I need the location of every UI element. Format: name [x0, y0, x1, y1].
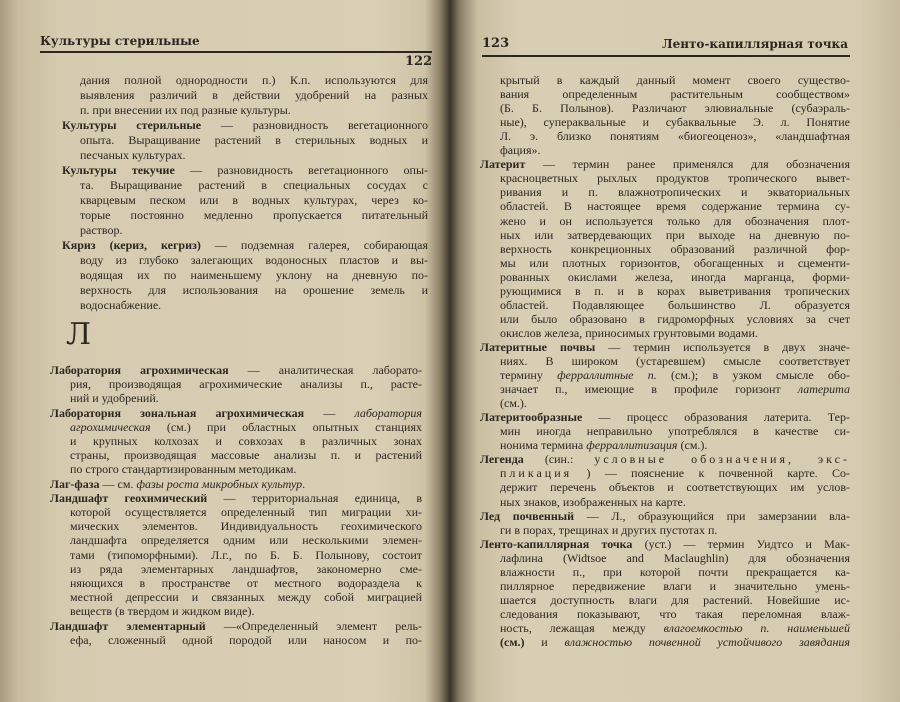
- entry-text: ний и удобрений.: [70, 391, 159, 405]
- entry-text: воду из глубоко залегающих водоносных пластов и вы-: [80, 253, 428, 267]
- entry-text: жено и он используется только для обозначения плот-: [500, 214, 850, 228]
- entry-text: (см.).: [500, 396, 527, 410]
- entry-first-line: [480, 510, 850, 523]
- entry-text: условные обозначения, экс-: [594, 452, 850, 466]
- entry-line: [500, 355, 850, 368]
- entry-first-line: [480, 411, 850, 424]
- entry-text: окислов железа, приносимых грунтовыми водами.: [500, 326, 758, 340]
- entry-text: областей. Подавляющее большинство Л. образуется: [500, 298, 850, 312]
- entry-text: красноцветных рыхлых продуктов тропического вывет-: [500, 171, 850, 185]
- entry-text: — разновидность вегетационного опы-: [174, 163, 428, 177]
- entry-text: (см.); в узком смысле обо-: [656, 368, 851, 382]
- entry-line: [500, 88, 850, 101]
- entry-line: [70, 591, 422, 604]
- entry-first-line: [62, 239, 428, 252]
- entry-first-line: [50, 492, 422, 505]
- entry-text: Л. э. близко понятиям «биогеоценоз», «ландшафтная: [500, 129, 850, 143]
- cross-reference: фазы роста микробных культур: [136, 477, 303, 491]
- entry-text: лафлина (Widtsoe and Maclaughlin) для обозначения: [500, 551, 850, 565]
- running-head: Культуры стерильные: [40, 34, 200, 48]
- cross-reference: ферраллитизация: [586, 438, 678, 452]
- entry-line: [80, 194, 428, 207]
- entry-line: [70, 463, 422, 476]
- entry-text: мин иногда неправильно употреблялся в качестве си-: [500, 424, 850, 438]
- entry-text: шается доступность влаги для растений. Новейшие ис-: [500, 593, 850, 607]
- entry-first-line: [50, 478, 422, 491]
- entry-text: рованных окислами железа, иногда марганца, форми-: [500, 270, 850, 284]
- page-number: 123: [482, 36, 510, 51]
- entry-first-line: [480, 158, 850, 171]
- entry-text: (син.:: [523, 452, 595, 466]
- entry-text: — термин ранее применялся для обозначения: [525, 157, 850, 171]
- entry-term: Кяриз (кериз, кегриз): [62, 238, 201, 252]
- entry-text: (Б. Б. Полынов). Различают элювиальные (субаэраль-: [500, 101, 850, 115]
- entry-text: выявления различий в действии удобрений на разных: [80, 88, 428, 102]
- cross-reference: агрохимическая: [70, 420, 151, 434]
- entry-line: [70, 563, 422, 576]
- entry-line: [500, 594, 850, 607]
- entry-line: [500, 271, 850, 284]
- header-rule: [40, 51, 432, 53]
- entry-text: — Л., образующийся при замерзании вла-: [574, 509, 850, 523]
- entry-text: термину: [500, 368, 558, 382]
- entry-text: мы или плотных горизонтов, обогащенных и сцементи-: [500, 256, 850, 270]
- entry-text: (см.) при областных опытных станциях: [150, 420, 422, 434]
- entry-term: Культуры текучие: [62, 163, 175, 177]
- entry-first-line: [480, 453, 850, 466]
- entry-line: [70, 520, 422, 533]
- entry-text: крытый в каждый данный момент своего существо-: [500, 73, 850, 87]
- entry-text: (см.).: [677, 438, 708, 452]
- entry-line: [80, 254, 428, 267]
- entry-text: водоснабжение.: [80, 298, 162, 312]
- entry-text: рия, производящая агрохимические анализы п., расте-: [70, 377, 422, 391]
- entry-line: [70, 605, 422, 618]
- entry-text: (уст.) — термин Уидтсо и Мак-: [632, 537, 851, 551]
- entry-line: [500, 74, 850, 87]
- entry-text: ) — пояснение к почвенной карте. Со-: [572, 466, 850, 480]
- header-rule: [482, 55, 850, 57]
- entry-term: Ландшафт элементарный: [50, 619, 206, 633]
- entry-text: п. при внесении их под разные культуры.: [80, 103, 291, 117]
- entry-line: [500, 299, 850, 312]
- entry-line: [80, 269, 428, 282]
- entry-line: [500, 552, 850, 565]
- entry-line: [80, 284, 428, 297]
- entry-line: [500, 327, 850, 340]
- entry-first-line: [50, 364, 422, 377]
- entry-text: влажности п., при которой почти прекращается ка-: [500, 565, 850, 579]
- entry-line: [80, 299, 428, 312]
- right-page: [452, 0, 900, 702]
- entry-text: — см.: [99, 477, 137, 491]
- entry-line: [70, 549, 422, 562]
- entry-line: [500, 439, 850, 452]
- entry-term: (см.): [500, 635, 525, 649]
- entry-line: [80, 149, 428, 162]
- entry-line: [80, 134, 428, 147]
- entry-text: мических элементов. Индивидуальность геохимического: [70, 519, 422, 533]
- cross-reference: ферраллитные п.: [557, 368, 657, 382]
- entry-text: и крупных колхозах и совхозах в различных зонах: [70, 434, 422, 448]
- entry-term: Лаборатория агрохимическая: [50, 363, 229, 377]
- entry-line: [500, 467, 850, 480]
- entry-text: ефа, сложенный одной породой или наносом и по-: [70, 633, 422, 647]
- entry-text: верхность конкреционных образований различной фор-: [500, 242, 850, 256]
- entry-line: [500, 524, 850, 537]
- entry-text: ных знаков, изображенных на карте.: [500, 495, 686, 509]
- entry-line: [500, 186, 850, 199]
- entry-text: песчаных культурах.: [80, 148, 186, 162]
- entry-text: значает п., имеющие в профиле горизонт: [500, 382, 798, 396]
- entry-line: [80, 89, 428, 102]
- entry-text: страны, производящая массовые анализы п. и растений: [70, 448, 422, 462]
- entry-text: —«Определенный элемент рель-: [205, 619, 422, 633]
- entry-text: — аналитическая лаборато-: [228, 363, 422, 377]
- entry-term: Ландшафт геохимический: [50, 491, 208, 505]
- entry-text: — территориальная единица, в: [207, 491, 422, 505]
- entry-first-line: [480, 538, 850, 551]
- entry-text: нонима термина: [500, 438, 587, 452]
- running-head: Ленто-капиллярная точка: [661, 37, 848, 51]
- entry-line: [500, 580, 850, 593]
- entry-text: — подземная галерея, собирающая: [200, 238, 429, 252]
- entry-text: ные), супераквальные и субаквальные Э. л. Понятие: [500, 115, 850, 129]
- entry-term: Ленто-капиллярная точка: [480, 537, 633, 551]
- entry-line: [500, 215, 850, 228]
- entry-text: — процесс образования латерита. Тер-: [582, 410, 850, 424]
- entry-text: фация».: [500, 143, 541, 157]
- entry-term: Латеритные почвы: [480, 340, 596, 354]
- entry-text: тами (типоморфными). Л.г., по Б. Б. Полынову, состоит: [70, 548, 422, 562]
- entry-text: няющихся в пространстве от местного водораздела к: [70, 576, 422, 590]
- entry-first-line: [62, 119, 428, 132]
- entry-text: раствор.: [80, 223, 123, 237]
- entry-first-line: [480, 341, 850, 354]
- section-letter: Л: [66, 317, 92, 352]
- entry-line: [70, 506, 422, 519]
- entry-line: [500, 130, 850, 143]
- entry-line: [80, 74, 428, 87]
- entry-line: [500, 636, 850, 649]
- entry-term: Легенда: [480, 452, 524, 466]
- entry-line: [70, 392, 422, 405]
- entry-text: областей. В настоящее время содержание термина су-: [500, 199, 850, 213]
- entry-line: [500, 172, 850, 185]
- entry-line: [500, 243, 850, 256]
- entry-line: [500, 369, 850, 382]
- entry-text: опыта. Выращивание растений в стерильных водных и: [80, 133, 428, 147]
- entry-term: Культуры стерильные: [62, 118, 202, 132]
- entry-term: Латеритообразные: [480, 410, 583, 424]
- entry-line: [500, 285, 850, 298]
- entry-line: [70, 435, 422, 448]
- entry-text: пликация: [500, 466, 573, 480]
- entry-line: [70, 449, 422, 462]
- entry-line: [80, 179, 428, 192]
- entry-text: дания полной однородности п.) К.п. используются для: [80, 73, 428, 87]
- entry-line: [500, 144, 850, 157]
- entry-line: [500, 102, 850, 115]
- entry-text: ность, лежащая между: [500, 621, 664, 635]
- entry-term: Лаборатория зональная агрохимическая: [50, 406, 305, 420]
- entry-text: торые постоянно медленно пропускается питательный: [80, 208, 428, 222]
- entry-line: [500, 200, 850, 213]
- entry-text: — разновидность вегетационного: [201, 118, 428, 132]
- entry-line: [500, 481, 850, 494]
- entry-line: [500, 229, 850, 242]
- entry-text: из ряда элементарных ландшафтов, закономерно сме-: [70, 562, 422, 576]
- entry-first-line: [62, 164, 428, 177]
- entry-text: ных или затвердевающих при выходе на дневную по-: [500, 228, 850, 242]
- entry-line: [70, 378, 422, 391]
- entry-line: [500, 116, 850, 129]
- entry-text: ландшафта определяется одним или несколькими элемен-: [70, 533, 422, 547]
- entry-text: — термин используется в двух значе-: [595, 340, 850, 354]
- entry-line: [500, 313, 850, 326]
- entry-text: .: [302, 477, 306, 491]
- entry-text: верхность для использования на орошение земель и: [80, 283, 428, 297]
- page-number: 122: [405, 54, 433, 69]
- entry-text: или было образовано в гидроморфных условиях за счет: [500, 312, 850, 326]
- entry-term: Лаг-фаза: [50, 477, 100, 491]
- cross-reference: латерита: [797, 382, 850, 396]
- entry-line: [80, 104, 428, 117]
- entry-line: [70, 577, 422, 590]
- left-page: [0, 0, 448, 702]
- entry-text: и: [524, 635, 565, 649]
- entry-line: [70, 534, 422, 547]
- entry-line: [80, 209, 428, 222]
- entry-text: по строго стандартизированным методикам.: [70, 462, 297, 476]
- entry-line: [500, 608, 850, 621]
- entry-text: кварцевым песком или в водных культурах, через ко-: [80, 193, 428, 207]
- entry-line: [80, 224, 428, 237]
- entry-term: Лед почвенный: [480, 509, 575, 523]
- entry-text: пиллярное передвижение влаги и значительно умень-: [500, 579, 850, 593]
- entry-first-line: [50, 407, 422, 420]
- cross-reference: лаборатория: [354, 406, 422, 420]
- entry-text: водящая их по наименьшему уклону на дневную по-: [80, 268, 428, 282]
- entry-text: ривания и п. влажнотропических и экваториальных: [500, 185, 850, 199]
- entry-line: [500, 425, 850, 438]
- entry-line: [500, 566, 850, 579]
- cross-reference: влагоемкостью п. наименьшей: [663, 621, 850, 635]
- entry-text: —: [304, 406, 355, 420]
- entry-text: следования показывают, что такая переломная влаж-: [500, 607, 850, 621]
- entry-line: [500, 622, 850, 635]
- entry-text: которой осуществляется определенный тип миграции хи-: [70, 505, 422, 519]
- entry-line: [70, 421, 422, 434]
- entry-text: та. Выращивание растений в специальных сосудах с: [80, 178, 428, 192]
- entry-text: местной депрессии и связанных между собой миграцией: [70, 590, 422, 604]
- entry-term: Латерит: [480, 157, 526, 171]
- entry-text: вания определенным растительным сообществом»: [500, 87, 850, 101]
- entry-text: рующимися в п. и в корах выветривания тропических: [500, 284, 850, 298]
- entry-text: держит перечень объектов и соответствующих им услов-: [500, 480, 850, 494]
- entry-line: [500, 383, 850, 396]
- entry-text: веществ (в твердом и жидком виде).: [70, 604, 255, 618]
- entry-line: [500, 496, 850, 509]
- entry-text: ниях. В широком (устаревшем) смысле соответствует: [500, 354, 850, 368]
- entry-line: [70, 634, 422, 647]
- entry-line: [500, 397, 850, 410]
- entry-line: [500, 257, 850, 270]
- cross-reference: влажностью почвенной устойчивого завядания: [564, 635, 850, 649]
- entry-text: ги в порах, трещинах и других пустотах п.: [500, 523, 718, 537]
- entry-first-line: [50, 620, 422, 633]
